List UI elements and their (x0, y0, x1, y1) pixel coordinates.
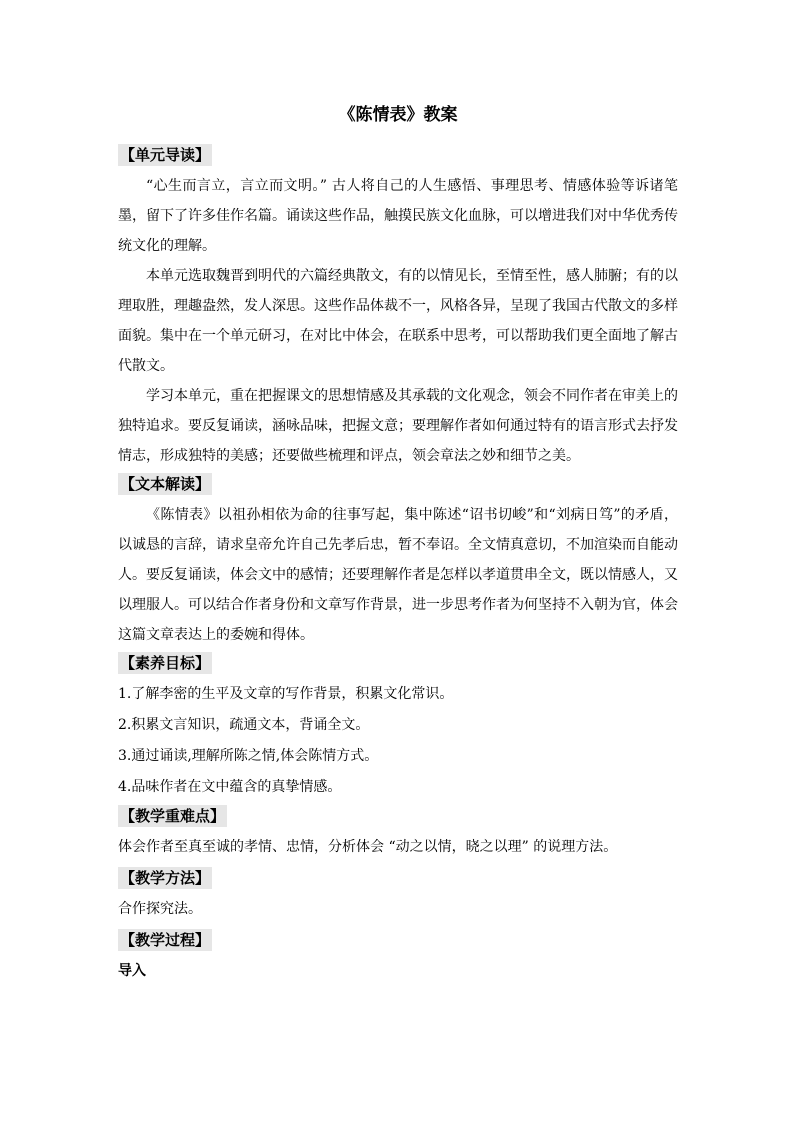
list-item: 2.积累文言知识，疏通文本，背诵全文。 (118, 717, 370, 733)
page-title: 《陈情表》教案 (338, 105, 458, 125)
document-body (118, 102, 678, 986)
section-heading-key-points: 【教学重难点】 (120, 807, 226, 825)
paragraph: 本单元选取魏晋到明代的六篇经典散文，有的以情见长，至情至性，感人肺腑；有的以理取胜，理趣盎然，发人深思。这些作品体裁不一，风格各异，呈现了我国古代散文的多样面貌。集中在一个单元研习，在对比中体会，在联系中思考，可以帮助我们更全面地了解古代散文。 (118, 268, 678, 374)
section-heading-text-reading: 【文本解读】 (120, 475, 211, 493)
paragraph: 《陈情表》以祖孙相依为命的往事写起，集中陈述“诏书切峻”和“刘病日笃”的矛盾，以诚恳的言辞，请求皇帝允许自己先孝后忠，暂不奉诏。全文情真意切，不加渲染而自能动人。要反复诵读，体会文中的感情；还要理解作者是怎样以孝道贯串全文，既以情感人，又以理服人。可以结合作者身份和文章写作背景，进一步思考作者为何坚持不入朝为官，体会这篇文章表达上的委婉和得体。 (118, 507, 678, 643)
section-heading-goals: 【素养目标】 (120, 654, 211, 672)
section-heading-process: 【教学过程】 (120, 931, 211, 949)
list-item: 1.了解李密的生平及文章的写作背景，积累文化常识。 (118, 686, 454, 702)
list-item: 4.品味作者在文中蕴含的真挚情感。 (118, 779, 342, 795)
subheading-intro: 导入 (118, 963, 146, 979)
paragraph: 体会作者至真至诚的孝情、忠情，分析体会 “动之以情，晓之以理” 的说理方法。 (118, 839, 618, 855)
paragraph: 学习本单元，重在把握课文的思想情感及其承载的文化观念，领会不同作者在审美上的独特追求。要反复诵读，涵咏品味，把握文意；要理解作者如何通过特有的语言形式去抒发情志，形成独特的美感；还要做些梳理和评点，领会章法之妙和细节之美。 (118, 388, 678, 464)
paragraph: 合作探究法。 (118, 901, 202, 917)
list-item: 3.通过诵读,理解所陈之情,体会陈情方式。 (118, 748, 379, 764)
paragraph: “心生而言立，言立而文明。” 古人将自己的人生感悟、事理思考、情感体验等诉诸笔墨，留下了许多佳作名篇。诵读这些作品，触摸民族文化血脉，可以增进我们对中华优秀传统文化的理解。 (118, 178, 678, 254)
section-heading-methods: 【教学方法】 (120, 869, 211, 887)
section-heading-unit-guide: 【单元导读】 (120, 146, 211, 164)
